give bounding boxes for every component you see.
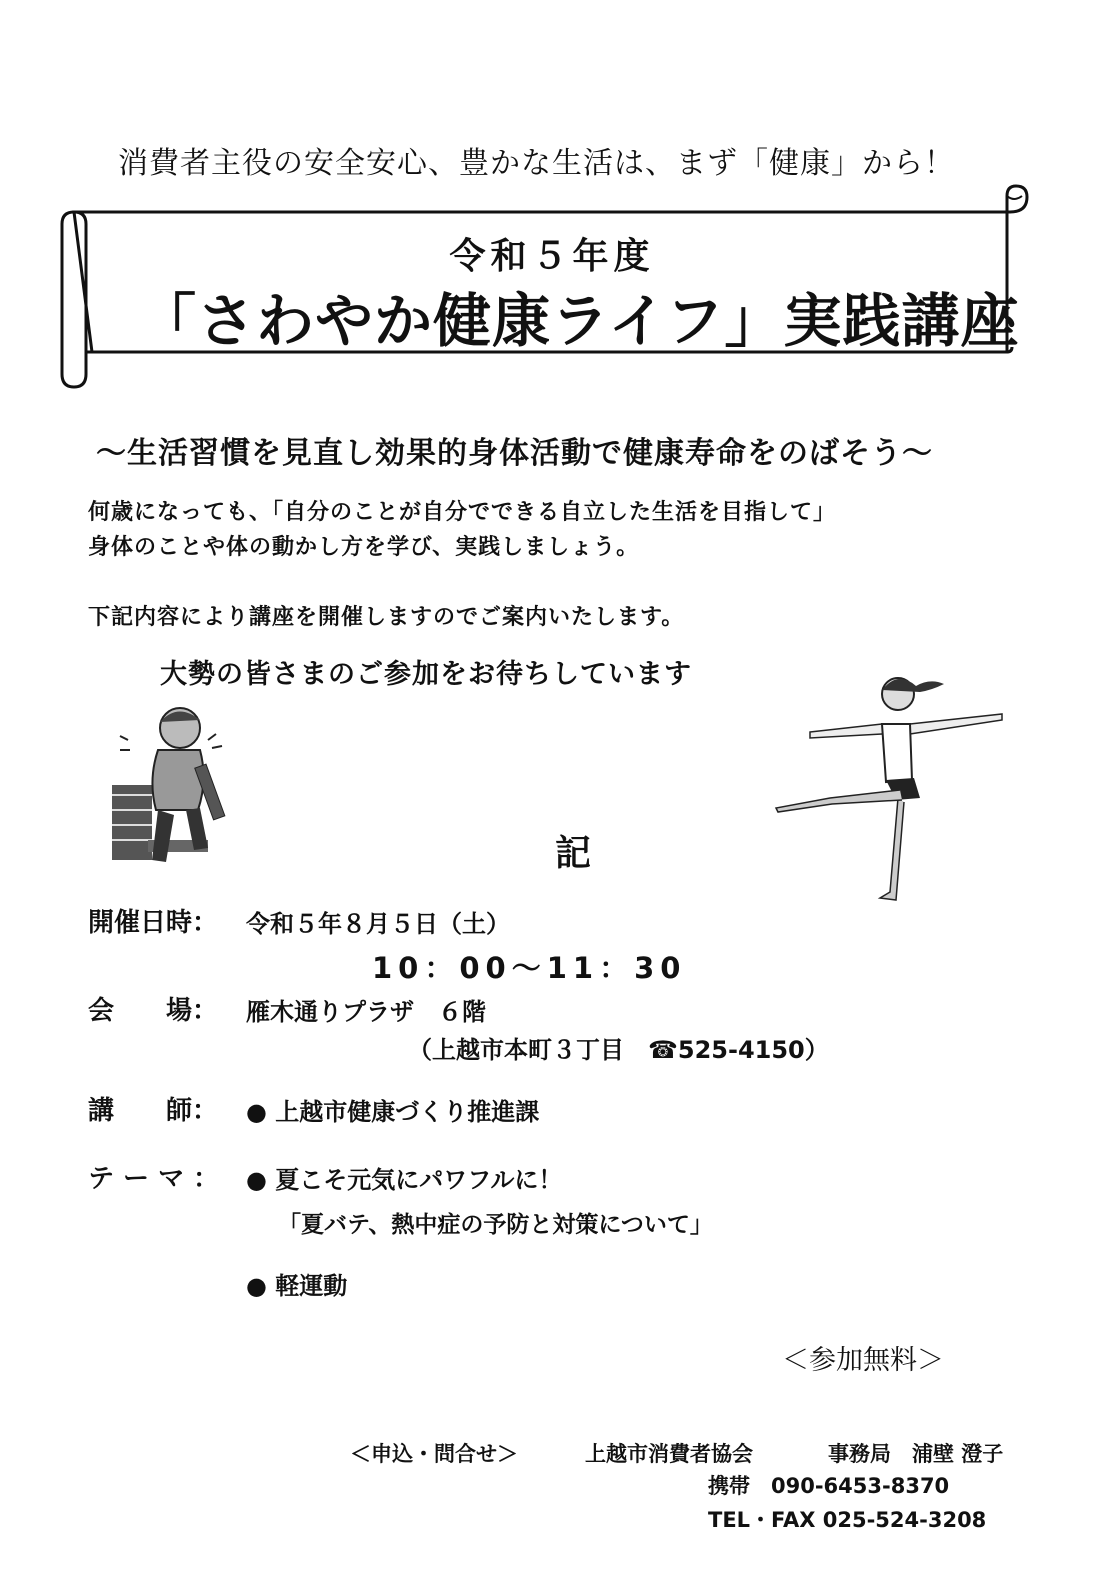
contact-label: ＜申込・問合せ＞ xyxy=(350,1442,518,1466)
contact-tel-fax: TEL・FAX 025-524-3208 xyxy=(708,1508,987,1532)
banner-year: 令和５年度 xyxy=(449,236,655,277)
venue-address: （上越市本町３丁目 ☎525-4150） xyxy=(408,1036,829,1064)
lecturer-name: ● 上越市健康づくり推進課 xyxy=(246,1098,540,1126)
lecturer-label: 講 師： xyxy=(88,1096,219,1126)
date-label: 開催日時： xyxy=(88,908,219,938)
tagline: 消費者主役の安全安心、豊かな生活は、まず「健康」から！ xyxy=(118,146,955,181)
intro-line-2: 身体のことや体の動かし方を学び、実践しましょう。 xyxy=(88,535,640,560)
event-date: 令和５年８月５日（土） xyxy=(246,910,510,938)
venue-label: 会 場： xyxy=(88,996,219,1026)
contact-organization: 上越市消費者協会 xyxy=(585,1442,753,1466)
fee-note: ＜参加無料＞ xyxy=(782,1345,944,1376)
theme-item-1-subtitle: 「夏バテ、熱中症の予防と対策について」 xyxy=(278,1212,713,1238)
woman-balance-exercise-illustration xyxy=(770,662,1010,912)
welcome-message: 大勢の皆さまのご参加をお待ちしています xyxy=(160,659,692,690)
theme-item-1: ● 夏こそ元気にパワフルに！ xyxy=(246,1166,563,1194)
contact-person: 事務局 浦壁 澄子 xyxy=(828,1442,1004,1466)
contact-mobile: 携帯 090-6453-8370 xyxy=(708,1474,950,1498)
ki-heading: 記 xyxy=(555,833,592,874)
event-time: 10：00～11：30 xyxy=(372,951,687,985)
banner-title: 「さわやか健康ライフ」実践講座 xyxy=(138,287,1020,355)
theme-item-2: ● 軽運動 xyxy=(246,1272,348,1300)
elderly-person-knee-pain-illustration xyxy=(108,700,258,880)
announcement: 下記内容により講座を開催しますのでご案内いたします。 xyxy=(88,605,685,630)
theme-label: テ ー マ ： xyxy=(88,1164,220,1194)
venue-name: 雁木通りプラザ ６階 xyxy=(246,998,486,1026)
subtitle: ～生活習慣を見直し効果的身体活動で健康寿命をのばそう～ xyxy=(96,436,933,471)
intro-line-1: 何歳になっても、「自分のことが自分でできる自立した生活を目指して」 xyxy=(88,500,837,525)
